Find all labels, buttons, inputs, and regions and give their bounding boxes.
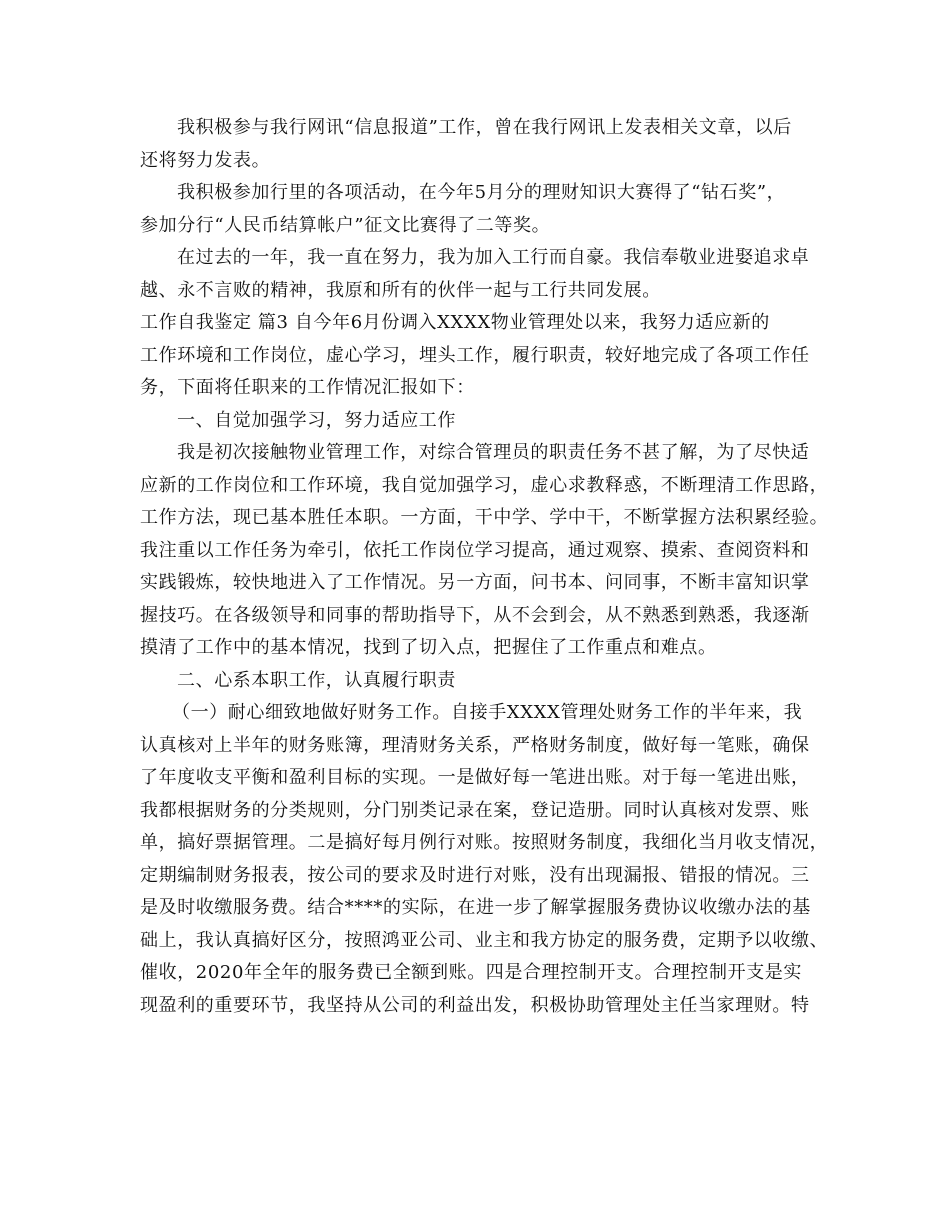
text-line: 了年度收支平衡和盈利目标的实现。一是做好每一笔进出账。对于每一笔进出账，: [140, 767, 810, 788]
text-line: 在过去的一年，我一直在努力，我为加入工行而自豪。我信奉敬业进娶追求卓: [177, 247, 810, 268]
text-line: 还将努力发表。: [140, 149, 271, 171]
text-line: 二、心系本职工作，认真履行职责: [177, 669, 456, 691]
text-line: 现盈利的重要环节，我坚持从公司的利益出发，积极协助管理处主任当家理财。特: [140, 994, 810, 1016]
text-line: （一）耐心细致地做好财务工作。自接手XXXX管理处财务工作的半年来，我: [172, 702, 803, 723]
text-line: 一、自觉加强学习，努力适应工作: [177, 409, 456, 431]
text-line: 认真核对上半年的财务账簿，理清财务关系，严格财务制度，做好每一笔账，确保: [140, 734, 810, 756]
text-line: 催收，2020年全年的服务费已全额到账。四是合理控制开支。合理控制开支是实: [140, 962, 803, 983]
text-line: 我积极参加行里的各项活动，在今年5月分的理财知识大赛得了“钻石奖”，: [177, 182, 786, 203]
text-line: 摸清了工作中的基本情况，找到了切入点，把握住了工作重点和难点。: [140, 637, 717, 658]
text-line: 实践锻炼，较快地进入了工作情况。另一方面，问书本、问同事，不断丰富知识掌: [140, 572, 810, 593]
text-line: 础上，我认真搞好区分，按照鸿亚公司、业主和我方协定的服务费，定期予以收缴、: [140, 929, 829, 951]
text-line: 我积极参与我行网讯“信息报道”工作，曾在我行网讯上发表相关文章，以后: [177, 117, 792, 138]
text-line: 工作环境和工作岗位，虚心学习，埋头工作，履行职责，较好地完成了各项工作任: [140, 344, 810, 366]
text-line: 务，下面将任职来的工作情况汇报如下：: [140, 377, 475, 398]
text-line: 越、永不言败的精神，我原和所有的伙伴一起与工行共同发展。: [140, 279, 661, 301]
text-line: 定期编制财务报表，按公司的要求及时进行对账，没有出现漏报、错报的情况。三: [140, 864, 810, 886]
text-line: 工作自我鉴定 篇3 自今年6月份调入XXXX物业管理处以来，我努力适应新的: [140, 312, 770, 333]
text-line: 应新的工作岗位和工作环境，我自觉加强学习，虚心求教释惑，不断理清工作思路，: [140, 474, 829, 496]
text-line: 我是初次接触物业管理工作，对综合管理员的职责任务不甚了解，为了尽快适: [177, 442, 810, 463]
text-line: 我都根据财务的分类规则，分门别类记录在案，登记造册。同时认真核对发票、账: [140, 799, 810, 821]
text-line: 我注重以工作任务为牵引，依托工作岗位学习提高，通过观察、摸索、查阅资料和: [140, 539, 810, 561]
text-line: 工作方法，现已基本胜任本职。一方面，干中学、学中干，不断掌握方法积累经验。: [140, 507, 829, 528]
text-line: 单，搞好票据管理。二是搞好每月例行对账。按照财务制度，我细化当月收支情况，: [140, 832, 829, 853]
text-line: 是及时收缴服务费。结合****的实际，在进一步了解掌握服务费协议收缴办法的基: [140, 897, 811, 918]
text-line: 握技巧。在各级领导和同事的帮助指导下，从不会到会，从不熟悉到熟悉，我逐渐: [140, 604, 810, 626]
document-page: [140, 112, 829, 1022]
text-line: 参加分行“人民币结算帐户”征文比赛得了二等奖。: [140, 214, 551, 236]
